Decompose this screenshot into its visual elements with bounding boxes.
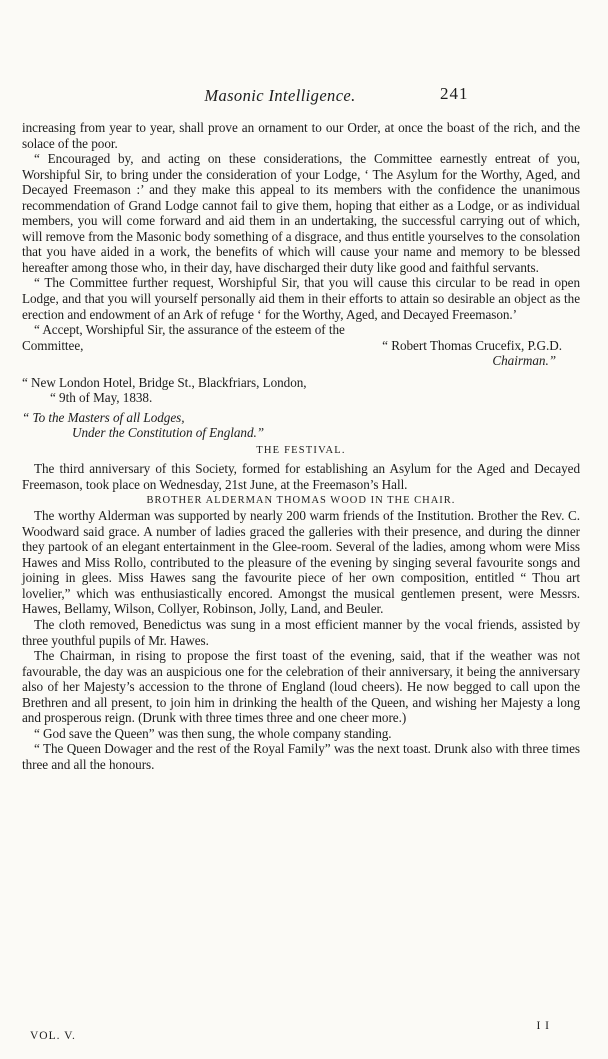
running-title: Masonic Intelligence. <box>204 86 356 105</box>
letter-recipients-sub: Under the Constitution of England.” <box>72 425 265 441</box>
signature-row <box>22 338 580 354</box>
festival-paragraph-1: The third anniversary of this Society, formed for establishing an Asylum for the Aged and Decayed Freemason, took place on Wednesday, 21st June, at the Freemason’s Hall. <box>22 461 580 493</box>
volume-label: VOL. V. <box>30 1030 76 1042</box>
festival-paragraph-4: The Chairman, in rising to propose the first toast of the evening, said, that if the weather was not favourable, the day was an auspicious one for the celebration of their anniversary, it being the anniversary also of her Majesty’s accession to the throne of England (loud cheers). He now begged to call upon the Brethren and all present, to join him in drinking the health of the Queen, and wishing her Majesty a long and prosperous reign. (Drunk with three times three and one cheer more.) <box>22 648 580 726</box>
letter-signatory: “ Robert Thomas Crucefix, P.G.D. <box>382 337 562 353</box>
festival-paragraph-2: The worthy Alderman was supported by nearly 200 warm friends of the Institution. Brother the Rev. C. Woodward said grace. A number of ladies graced the galleries with their presence, and during the dinner they partook of an elegant entertainment in the Glee-room. Several of the ladies, among whom were Miss Hawes and Miss Rollo, contributed to the pleasure of the evening by singing several favourite songs and joining in glees. Miss Hawes sang the favourite piece of her own composition, entitled “ Thou art lovelier,” which was enthusiastically encored. Amongst the musical gentlemen present, were Messrs. Hawes, Bellamy, Wilson, Collyer, Robinson, Jolly, Land, and Beuler. <box>22 508 580 617</box>
signature-mark: I I <box>536 1020 550 1032</box>
festival-heading: THE FESTIVAL. <box>256 444 346 456</box>
running-head <box>0 86 608 110</box>
letter-address: “ New London Hotel, Bridge St., Blackfriars, London, <box>22 374 307 390</box>
letter-paragraph-3: “ The Committee further request, Worshipful Sir, that you will cause this circular to be read in open Lodge, and that you will yourself personally aid them in their efforts to attain so desirable an object as the erection and endowment of an Ark of refuge ‘ for the Worthy, Aged, and Decayed Freemason.’ <box>22 275 580 322</box>
festival-paragraph-3: The cloth removed, Benedictus was sung in a most efficient manner by the vocal friends, assisted by three youthful pupils of Mr. Hawes. <box>22 616 580 648</box>
letter-closing: “ Accept, Worshipful Sir, the assurance of the esteem of the <box>34 322 345 338</box>
letter-recipients: “ To the Masters of all Lodges, <box>22 409 185 425</box>
letter-chairman: Chairman.” <box>492 353 556 369</box>
letter-date: “ 9th of May, 1838. <box>50 390 153 406</box>
letter-paragraph-1: increasing from year to year, shall prove an ornament to our Order, at once the boast of the rich, and the solace of the poor. <box>22 120 580 151</box>
letter-committee: Committee, <box>22 337 84 353</box>
festival-paragraph-5: “ God save the Queen” was then sung, the whole company standing. <box>34 725 392 741</box>
chair-heading: BROTHER ALDERMAN THOMAS WOOD IN THE CHAIR. <box>146 494 456 506</box>
page-footer <box>30 1020 550 1048</box>
page-number: 241 <box>440 84 469 103</box>
festival-paragraph-6: “ The Queen Dowager and the rest of the Royal Family” was the next toast. Drunk also with three times three and all the honours. <box>22 741 580 772</box>
letter-paragraph-2: “ Encouraged by, and acting on these considerations, the Committee earnestly entreat of you, Worshipful Sir, to bring under the consideration of your Lodge, ‘ The Asylum for the Worthy, Aged, and Decayed Freemason :’ and they make this appeal to its members with the confidence the unanimous recommendation of Grand Lodge cannot fail to give them, hoping that either as a Lodge, or as individual members, you will come forward and aid them in an undertaking, the successful carrying out of which, will remove from the Masonic body something of a disgrace, and thus entitle yourselves to the consolation that you have aided in a work, the benefits of which will cause your name and memory to be blessed hereafter among those who, in their day, have discharged their duty like good and faithful servants. <box>22 151 580 275</box>
body-text <box>22 120 580 772</box>
